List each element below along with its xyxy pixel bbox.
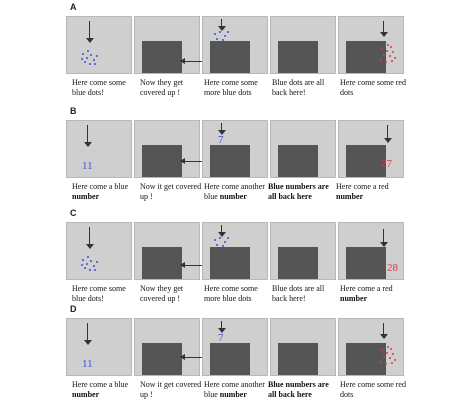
cover-screen bbox=[210, 145, 250, 177]
panel-3 bbox=[202, 318, 268, 376]
caption-3: Here come another blue number bbox=[204, 380, 265, 399]
panel-2 bbox=[134, 222, 200, 280]
caption-4: Blue numbers are all back here bbox=[268, 182, 329, 201]
panel-4 bbox=[270, 318, 336, 376]
panel-1 bbox=[66, 318, 132, 376]
cover-screen bbox=[210, 247, 250, 279]
caption-2: Now they get covered up ! bbox=[140, 284, 184, 303]
row-label: C bbox=[70, 208, 77, 218]
caption-4: Blue dots are all back here! bbox=[272, 284, 325, 303]
cover-screen bbox=[346, 145, 386, 177]
blue-number: 7 bbox=[218, 332, 224, 344]
panel-1 bbox=[66, 222, 132, 280]
panel-5 bbox=[338, 318, 404, 376]
caption-2: Now they get covered up ! bbox=[140, 78, 184, 97]
caption-5: Here come some red dots bbox=[340, 380, 406, 399]
cover-screen bbox=[278, 247, 318, 279]
blue-number: 7 bbox=[218, 134, 224, 146]
panel-5 bbox=[338, 16, 404, 74]
caption-5: Here come a red number bbox=[336, 182, 389, 201]
cover-screen bbox=[346, 41, 386, 73]
cover-screen bbox=[278, 145, 318, 177]
caption-1: Here come some blue dots! bbox=[72, 78, 126, 97]
arrow-left-icon bbox=[180, 58, 202, 66]
caption-1: Here come some blue dots! bbox=[72, 284, 126, 303]
cover-screen bbox=[142, 145, 182, 177]
panel-4 bbox=[270, 120, 336, 178]
arrow-down-icon bbox=[379, 323, 389, 339]
arrow-down-icon bbox=[217, 225, 227, 237]
panel-1 bbox=[66, 16, 132, 74]
row-d bbox=[0, 306, 474, 406]
arrow-down-icon bbox=[383, 125, 393, 143]
row-a bbox=[0, 4, 474, 104]
arrow-down-icon bbox=[83, 125, 93, 147]
panel-4 bbox=[270, 16, 336, 74]
caption-4: Blue dots are all back here! bbox=[272, 78, 325, 97]
panel-4 bbox=[270, 222, 336, 280]
caption-3: Here come another blue number bbox=[204, 182, 265, 201]
blue-number: 11 bbox=[82, 160, 93, 172]
cover-screen bbox=[278, 343, 318, 375]
caption-5: Here come a red number bbox=[340, 284, 393, 303]
panel-5 bbox=[338, 120, 404, 178]
arrow-left-icon bbox=[180, 158, 202, 166]
caption-5: Here come some red dots bbox=[340, 78, 406, 97]
caption-2: Now it get covered up ! bbox=[140, 380, 202, 399]
cover-screen bbox=[210, 41, 250, 73]
caption-3: Here come some more blue dots bbox=[204, 78, 258, 97]
caption-3: Here come some more blue dots bbox=[204, 284, 258, 303]
panel-3 bbox=[202, 16, 268, 74]
caption-1: Here come a blue number bbox=[72, 380, 129, 399]
cover-screen bbox=[142, 247, 182, 279]
panel-2 bbox=[134, 120, 200, 178]
caption-1: Here come a blue number bbox=[72, 182, 129, 201]
arrow-down-icon bbox=[379, 21, 389, 37]
panel-2 bbox=[134, 318, 200, 376]
cover-screen bbox=[142, 343, 182, 375]
caption-2: Now it get covered up ! bbox=[140, 182, 202, 201]
cover-screen bbox=[210, 343, 250, 375]
arrow-down-icon bbox=[83, 323, 93, 345]
blue-number: 11 bbox=[82, 358, 93, 370]
red-number: 27 bbox=[381, 158, 392, 170]
panel-3 bbox=[202, 222, 268, 280]
cover-screen bbox=[346, 343, 386, 375]
arrow-down-icon bbox=[85, 227, 95, 249]
row-b bbox=[0, 108, 474, 208]
cover-screen bbox=[346, 247, 386, 279]
row-c bbox=[0, 210, 474, 310]
row-label: A bbox=[70, 2, 77, 12]
row-label: D bbox=[70, 304, 77, 314]
row-label: B bbox=[70, 106, 77, 116]
panel-5 bbox=[338, 222, 404, 280]
red-number: 28 bbox=[387, 262, 398, 274]
cover-screen bbox=[142, 41, 182, 73]
arrow-down-icon bbox=[217, 19, 227, 31]
panel-1 bbox=[66, 120, 132, 178]
arrow-left-icon bbox=[180, 354, 202, 362]
cover-screen bbox=[278, 41, 318, 73]
caption-4: Blue numbers are all back here bbox=[268, 380, 329, 399]
arrow-down-icon bbox=[85, 21, 95, 43]
arrow-down-icon bbox=[379, 229, 389, 247]
arrow-left-icon bbox=[180, 262, 202, 270]
panel-3 bbox=[202, 120, 268, 178]
